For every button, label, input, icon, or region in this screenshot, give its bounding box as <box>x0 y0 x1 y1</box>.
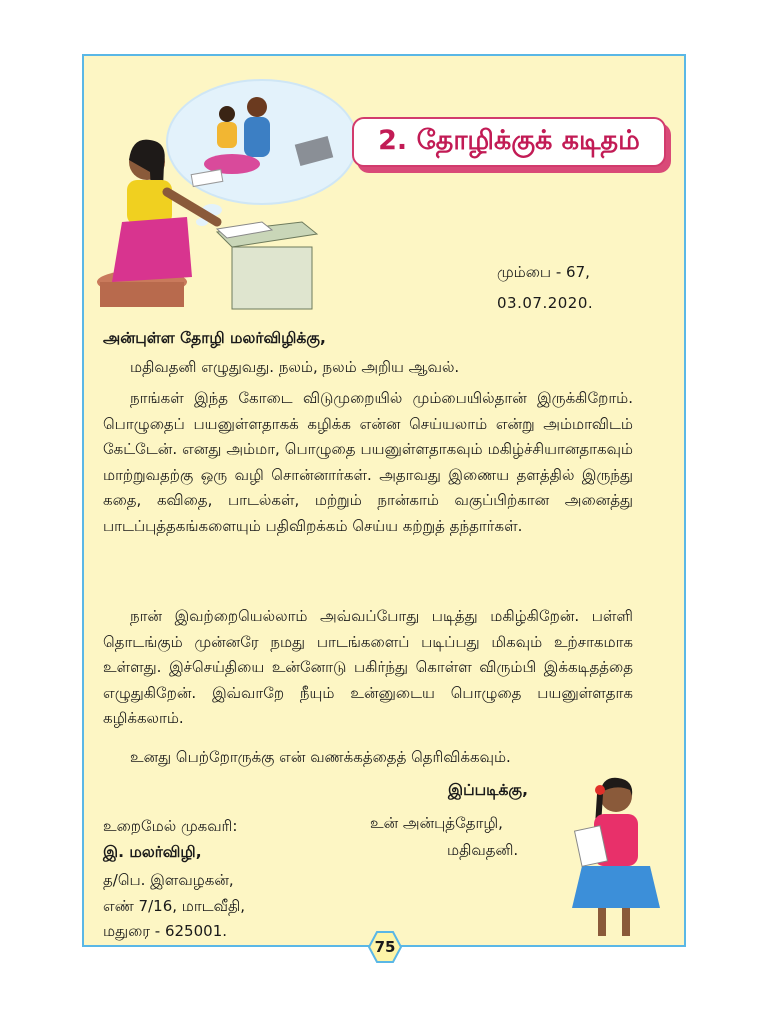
girl-writing-illustration <box>92 72 357 312</box>
letter-salutation: அன்புள்ள தோழி மலர்விழிக்கு, <box>103 329 326 347</box>
lesson-title: 2. தோழிக்குக் கடிதம் <box>352 117 666 167</box>
letter-closing: இப்படிக்கு, <box>448 781 528 799</box>
signature-name: மதிவதனி. <box>447 841 519 859</box>
letter-paragraph: மதிவதனி எழுதுவது. நலம், நலம் அறிய ஆவல். <box>130 358 460 376</box>
letter-paragraph: நாங்கள் இந்த கோடை விடுமுறையில் மும்பையில்தான் இருக்கிறோம். பொழுதைப் பயனுள்ளதாகக் கழிக்க என்ன செய்யலாம் என்று அம்மாவிடம் கேட்டேன். எனது அம்மா, பொழுதை பயனுள்ளதாகவும் மகிழ்ச்சியானதாகவும் மாற்றுவதற்கு ஒரு வழி சொன்னார்கள். அதாவது இணைய தளத்தில் இருந்து கதை, கவிதை, பாடல்கள், மற்றும் நான்காம் வகுப்பிற்கான அனைத்து பாடப்புத்தகங்களையும் பதிவிறக்கம் செய்ய கற்றுத் தந்தார்கள். <box>103 389 633 535</box>
letter-date: 03.07.2020. <box>497 294 594 312</box>
signature-line-1: உன் அன்புத்தோழி, <box>370 814 503 832</box>
address-name: இ. மலர்விழி, <box>103 843 202 861</box>
girl-reading-illustration <box>560 768 672 944</box>
letter-place: மும்பை - 67, <box>497 263 590 281</box>
address-label: உறைமேல் முகவரி: <box>103 817 238 835</box>
address-line: மதுரை - 625001. <box>103 922 227 940</box>
address-line: எண் 7/16, மாடவீதி, <box>103 897 246 915</box>
page-number: 75 <box>374 938 396 956</box>
address-line: த/பெ. இளவழகன், <box>103 871 234 889</box>
letter-paragraph: உனது பெற்றோருக்கு என் வணக்கத்தைத் தெரிவிக்கவும். <box>130 748 511 766</box>
letter-paragraph: நான் இவற்றையெல்லாம் அவ்வப்போது படித்து மகிழ்கிறேன். பள்ளி தொடங்கும் முன்னரே நமது பாடங்களைப் படிப்பது மிகவும் உற்சாகமாக உள்ளது. இச்செய்தியை உன்னோடு பகிர்ந்து கொள்ள விரும்பி இக்கடிதத்தை எழுதுகிறேன். இவ்வாறே நீயும் உன்னுடைய பொழுதை பயனுள்ளதாக கழிக்கலாம். <box>103 607 633 727</box>
